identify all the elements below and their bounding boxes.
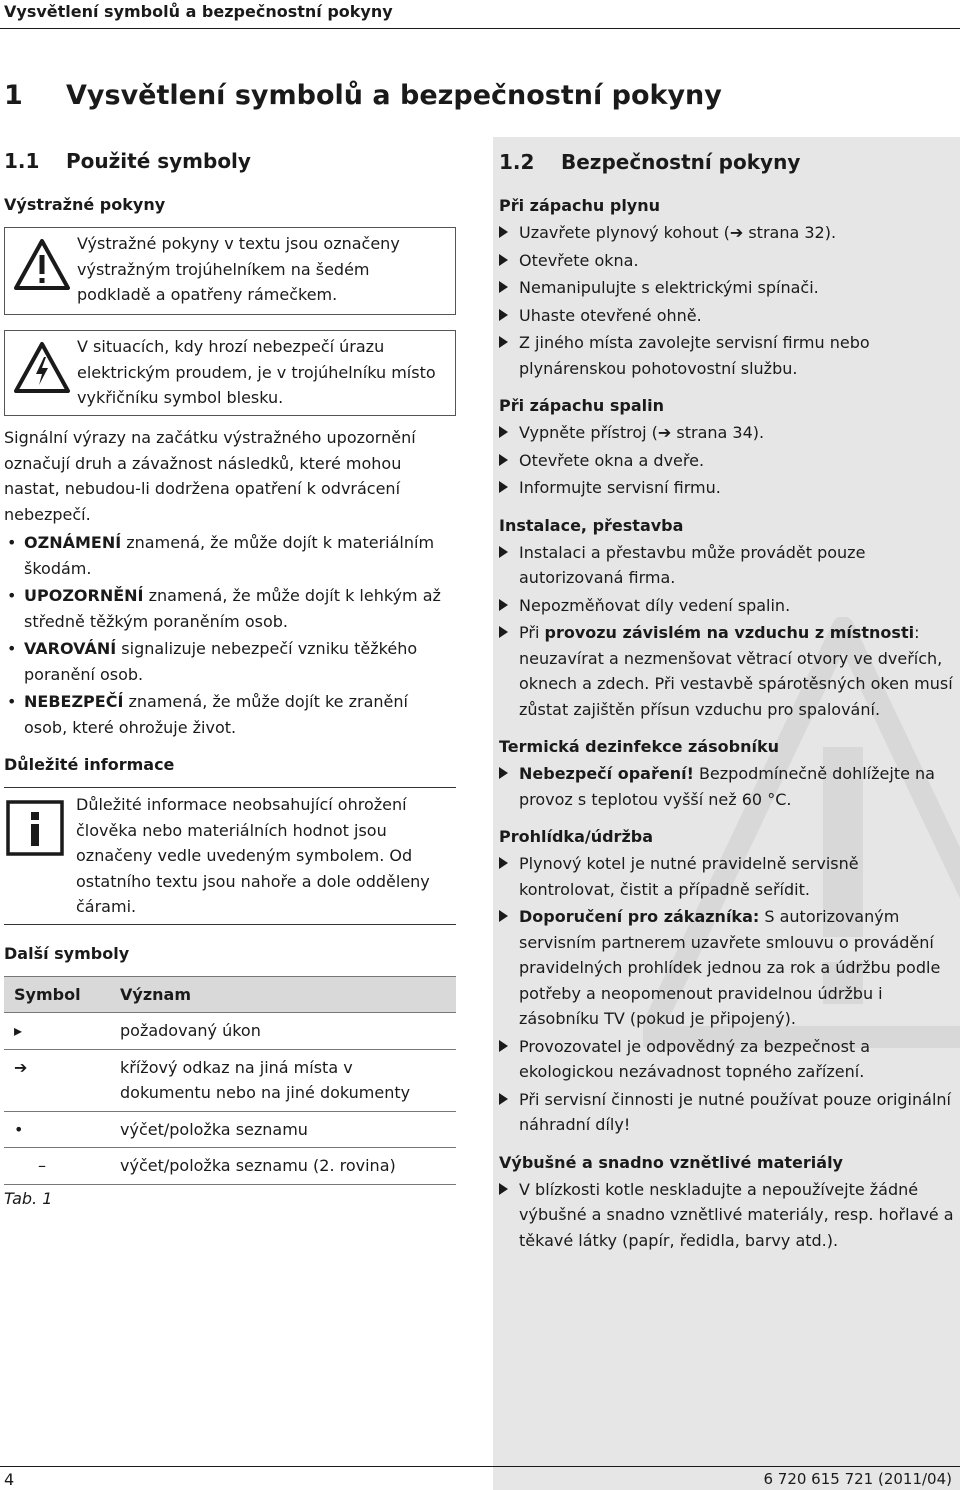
list-item: Otevřete okna. [499, 248, 957, 274]
symbols-table [4, 976, 456, 1185]
safety-panel [493, 137, 960, 1490]
cross-reference-arrow-icon: ➔ [4, 1049, 110, 1111]
flue-gas-smell-list [499, 420, 957, 501]
signal-words-list [4, 530, 456, 740]
section-heading-1-1 [4, 146, 456, 180]
lightning-triangle-icon [13, 341, 71, 395]
list-item: Informujte servisní firmu. [499, 475, 957, 501]
list-item: • OZNÁMENÍ znamená, že může dojít k materiálním škodám. [7, 533, 435, 578]
list-item: V blízkosti kotle neskladujte a nepoužívejte žádné výbušné a snadno vznětlivé materiály, resp. hořlavé a těkavé látky (papír, ředidla, barvy atd.). [499, 1177, 957, 1254]
running-header: Vysvětlení symbolů a bezpečnostní pokyny [4, 2, 393, 21]
list-item: Z jiného místa zavolejte servisní firmu nebo plynárenskou pohotovostní službu. [499, 330, 957, 381]
column-header-meaning: Význam [110, 976, 456, 1013]
warning-triangle-icon [13, 238, 71, 292]
section-heading-1-2 [499, 147, 957, 181]
footer-rule [0, 1466, 960, 1467]
table-row [4, 1049, 456, 1111]
section-number: 1.2 [499, 150, 535, 174]
table-row [4, 1111, 456, 1148]
list-item: • VAROVÁNÍ signalizuje nebezpečí vzniku těžkého poranění osob. [7, 639, 418, 684]
signal-words-intro: Signální výrazy na začátku výstražného upozornění označují druh a závažnost následků, které mohou nastat, nebudou-li dodržena opatření k odvrácení nebezpečí. [4, 428, 416, 524]
section-title: Použité symboly [66, 149, 251, 173]
table-row [4, 1013, 456, 1050]
table-caption: Tab. 1 [4, 1188, 53, 1208]
explosive-materials-heading: Výbušné a snadno vznětlivé materiály [499, 1152, 843, 1172]
important-info-text: Důležité informace neobsahující ohrožení člověka nebo materiálních hodnot jsou označeny vedle uvedeným symbolem. Od ostatního textu jsou nahoře a dole odděleny čárami. [76, 795, 430, 916]
thermal-disinfection-heading: Termická dezinfekce zásobníku [499, 737, 780, 756]
gas-smell-heading: Při zápachu plynu [499, 196, 661, 215]
warning-box-text: Výstražné pokyny v textu jsou označeny výstražným trojúhelníkem na šedém podkladě a opatřeny rámečkem. [77, 234, 400, 304]
section-number: 1.1 [4, 149, 40, 173]
list-item: Při provozu závislém na vzduchu z místnosti: neuzavírat a nezmenšovat větrací otvory ve dveřích, oknech a zdech. Při vestavbě spárotěsných oken musí zůstat zajištěn přísun vzduchu pro spalování. [499, 620, 957, 722]
installation-heading: Instalace, přestavba [499, 515, 684, 535]
inspection-maintenance-list [499, 851, 957, 1138]
table-row [4, 1148, 456, 1185]
list-item: Uhaste otevřené ohně. [499, 303, 957, 329]
document-code: 6 720 615 721 (2011/04) [763, 1470, 952, 1488]
list-item: • NEBEZPEČÍ znamená, že může dojít ke zranění osob, které ohrožuje život. [7, 692, 408, 737]
list-item: Uzavřete plynový kohout (➔ strana 32). [499, 220, 957, 246]
header-rule [0, 28, 960, 29]
thermal-disinfection-list [499, 761, 957, 812]
table-cell: výčet/položka seznamu [110, 1111, 456, 1148]
column-header-symbol: Symbol [4, 976, 110, 1013]
electric-warning-text: V situacích, kdy hrozí nebezpečí úrazu elektrickým proudem, je v trojúhelníku místo vykřičníku symbol blesku. [77, 337, 436, 407]
table-cell: výčet/položka seznamu (2. rovina) [110, 1148, 456, 1185]
electric-warning-box [4, 330, 456, 416]
table-header-row [4, 976, 456, 1013]
section-title: Bezpečnostní pokyny [561, 150, 801, 174]
chapter-title [4, 80, 722, 111]
left-column [4, 146, 456, 1208]
list-item: Vypněte přístroj (➔ strana 34). [499, 420, 957, 446]
list-item: Provozovatel je odpovědný za bezpečnost a ekologickou nezávadnost topného zařízení. [499, 1034, 957, 1085]
info-icon [6, 800, 64, 856]
table-cell: křížový odkaz na jiná místa v dokumentu nebo na jiné dokumenty [110, 1049, 456, 1111]
chapter-title-text: Vysvětlení symbolů a bezpečnostní pokyny [66, 80, 722, 111]
bullet-icon: • [4, 1111, 110, 1148]
action-arrow-icon: ▸ [4, 1013, 110, 1050]
list-item: Při servisní činnosti je nutné používat pouze originální náhradní díly! [499, 1087, 957, 1138]
explosive-materials-list [499, 1177, 957, 1254]
list-item: Plynový kotel je nutné pravidelně servisně kontrolovat, čistit a případně seřídit. [499, 851, 957, 902]
list-item: Nepozměňovat díly vedení spalin. [499, 593, 957, 619]
inspection-maintenance-heading: Prohlídka/údržba [499, 827, 653, 846]
important-info-heading: Důležité informace [4, 755, 175, 774]
flue-gas-smell-heading: Při zápachu spalin [499, 396, 664, 415]
list-item: Nemanipulujte s elektrickými spínači. [499, 275, 957, 301]
dash-icon: – [4, 1148, 110, 1185]
chapter-number: 1 [4, 80, 23, 111]
list-item: Instalaci a přestavbu může provádět pouze autorizovaná firma. [499, 540, 957, 591]
page-number: 4 [4, 1470, 15, 1489]
safety-content [499, 147, 957, 1255]
list-item: Otevřete okna a dveře. [499, 448, 957, 474]
warning-box [4, 227, 456, 315]
table-cell: požadovaný úkon [110, 1013, 456, 1050]
important-info-box [4, 787, 456, 925]
list-item: Nebezpečí opaření! Bezpodmínečně dohlížejte na provoz s teplotou vyšší než 60 °C. [499, 761, 957, 812]
other-symbols-heading: Další symboly [4, 943, 130, 963]
installation-list [499, 540, 957, 723]
list-item: Doporučení pro zákazníka: S autorizovaným servisním partnerem uzavřete smlouvu o provádění pravidelných prohlídek jednou za rok a údržbu podle potřeby a neopomenout pravidelnou údržbu i zásobníku TV (pokud je připojený). [499, 904, 957, 1032]
warning-heading: Výstražné pokyny [4, 195, 166, 214]
list-item: • UPOZORNĚNÍ znamená, že může dojít k lehkým až středně těžkým poraněním osob. [7, 586, 441, 631]
gas-smell-list [499, 220, 957, 381]
